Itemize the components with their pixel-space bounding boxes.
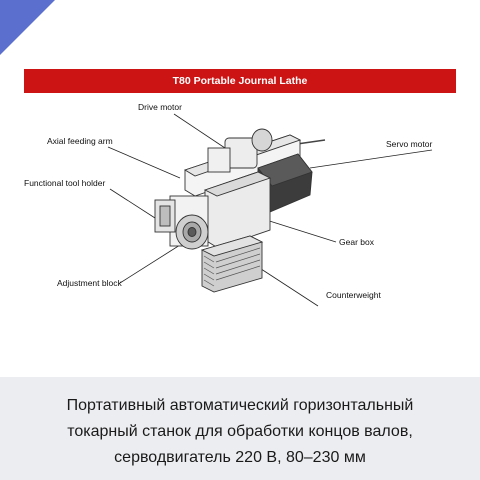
label-gear-box: Gear box xyxy=(339,237,374,247)
leader-gear-box xyxy=(260,218,336,242)
caption-line-3: серводвигатель 220 В, 80–230 мм xyxy=(114,449,366,466)
leader-adjustment-block xyxy=(120,245,180,283)
label-axial-feeding-arm: Axial feeding arm xyxy=(47,136,113,146)
lathe-illustration xyxy=(155,129,325,292)
leader-functional-tool-holder xyxy=(110,189,155,218)
leader-counterweight xyxy=(255,265,318,306)
diagram-title-banner: T80 Portable Journal Lathe xyxy=(24,69,456,93)
caption-text xyxy=(0,393,480,471)
label-functional-tool-holder: Functional tool holder xyxy=(24,178,106,188)
label-counterweight: Counterweight xyxy=(326,290,381,300)
leader-drive-motor xyxy=(174,114,225,148)
leader-servo-motor xyxy=(310,150,432,168)
leader-axial-feeding-arm xyxy=(108,147,180,178)
counterweight-stack xyxy=(202,236,262,292)
label-adjustment-block: Adjustment block xyxy=(57,278,122,288)
label-servo-motor: Servo motor xyxy=(386,139,433,149)
caption-line-1: Портативный автоматический горизонтальный xyxy=(66,397,414,414)
caption-line-2: токарный станок для обработки концов валов, xyxy=(67,423,413,440)
label-drive-motor: Drive motor xyxy=(138,102,182,112)
